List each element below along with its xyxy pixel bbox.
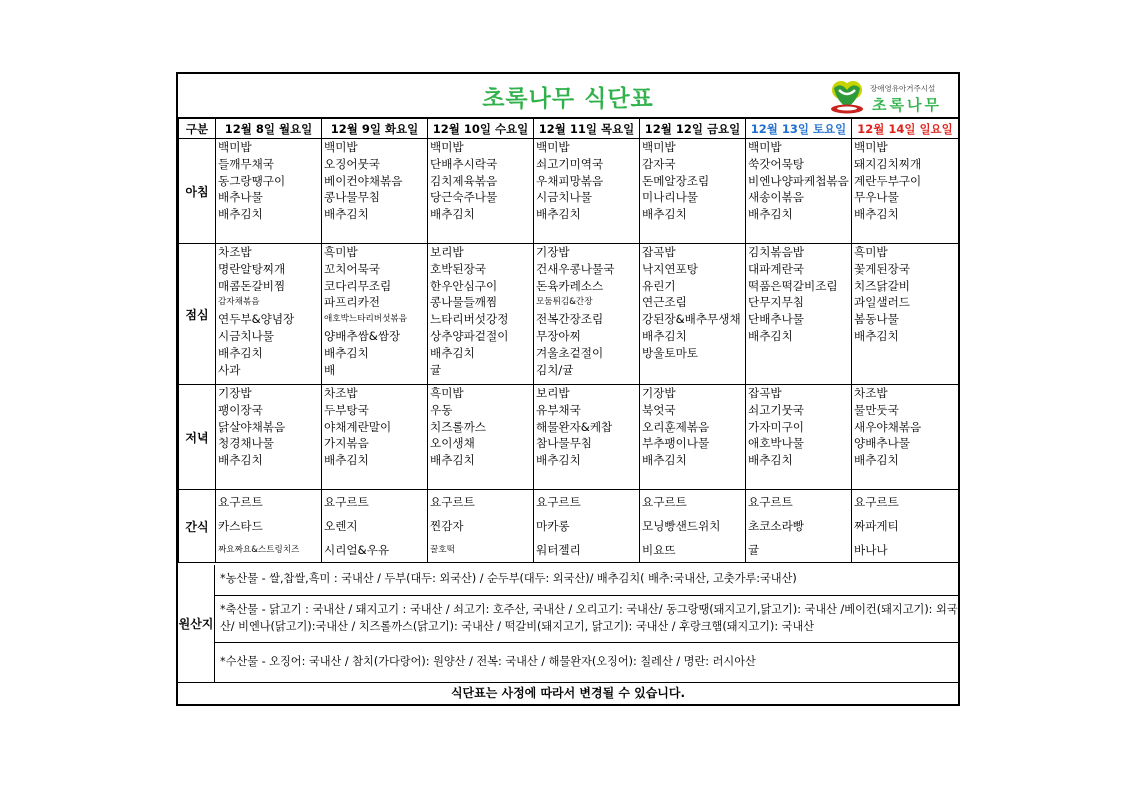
menu-cell [534,244,640,385]
menu-item: 배추김치 [748,207,793,222]
menu-item: 강된장&배추무생채 [642,312,741,327]
menu-item: 요구르트 [536,495,581,509]
menu-item: 백미밥 [642,140,676,154]
menu-cell [852,139,959,244]
tree-logo-icon [828,78,866,114]
menu-item: 새송이볶음 [748,190,804,205]
menu-cell [534,139,640,244]
menu-item: 백미밥 [854,140,888,154]
menu-item: 무우나물 [854,190,899,205]
menu-item: 떡품은떡갈비조림 [748,278,838,293]
menu-item: 배추김치 [430,345,475,360]
menu-item: 짜파게티 [854,519,899,533]
menu-item: 돈육카레소스 [536,278,604,293]
menu-item: 보리밥 [430,245,464,259]
menu-cell [534,385,640,490]
day-header: 12월 9일 화요일 [322,119,428,139]
menu-item: 계란두부구이 [854,173,922,188]
menu-item: 잡곡밥 [642,245,676,259]
menu-item: 오리훈제볶음 [642,419,710,434]
menu-item: 연근조림 [642,295,687,310]
menu-item: 차조밥 [324,386,358,400]
logo-subtitle: 장애영유아거주시설 [870,84,936,93]
menu-item: 코다리무조림 [324,278,392,293]
menu-item: 양배추나물 [854,436,910,451]
day-header: 12월 8일 월요일 [216,119,322,139]
day-header: 12월 10일 수요일 [428,119,534,139]
menu-cell [746,490,852,563]
menu-item: 유린기 [642,278,676,293]
menu-item: 호박된장국 [430,261,486,276]
menu-item: 배추김치 [748,328,793,343]
menu-item: 짜요짜요&스트링치즈 [218,545,300,555]
day-header: 12월 12일 금요일 [640,119,746,139]
menu-cell [852,490,959,563]
menu-item: 요구르트 [324,495,369,509]
menu-item: 비요뜨 [642,543,676,557]
footer-notice: 식단표는 사정에 따라서 변경될 수 있습니다. [178,682,958,704]
menu-item: 꽃게된장국 [854,261,910,276]
menu-item: 요구르트 [218,495,263,509]
meal-row [179,244,959,385]
menu-item: 양배추쌈&쌈장 [324,328,401,343]
menu-item: 오징어뭇국 [324,156,380,171]
origin-label: 원산지 [178,565,215,682]
menu-item: 애호박나물 [748,436,804,451]
menu-item: 백미밥 [218,140,252,154]
menu-item: 흑미밥 [854,245,888,259]
menu-item: 우동 [430,402,453,417]
day-header: 12월 14일 일요일 [852,119,959,139]
menu-cell [216,490,322,563]
menu-item: 콩나물들깨찜 [430,295,498,310]
menu-cell [640,139,746,244]
menu-item: 가지볶음 [324,436,369,451]
menu-item: 배추김치 [642,453,687,468]
menu-item: 치즈닭갈비 [854,278,910,293]
menu-item: 배추김치 [854,207,899,222]
menu-item: 차조밥 [854,386,888,400]
menu-item: 초코소라빵 [748,519,804,533]
meal-label: 점심 [179,244,216,385]
menu-cell [428,490,534,563]
menu-item: 쑥갓어묵탕 [748,156,804,171]
day-header: 12월 11일 목요일 [534,119,640,139]
menu-item: 참나물무침 [536,436,592,451]
menu-item: 두부탕국 [324,402,369,417]
menu-item: 무장아찌 [536,328,581,343]
meal-row [179,385,959,490]
menu-item: 배추김치 [536,453,581,468]
menu-item: 방울토마토 [642,345,698,360]
menu-item: 배추김치 [854,328,899,343]
menu-item: 동그랑땡구이 [218,173,286,188]
menu-item: 시금치나물 [536,190,592,205]
menu-item: 베이컨야채볶음 [324,173,403,188]
menu-item: 배추김치 [854,453,899,468]
meal-label: 저녁 [179,385,216,490]
menu-item: 모둠튀김&간장 [536,297,593,308]
menu-item: 요구르트 [748,495,793,509]
menu-item: 쇠고기뭇국 [748,402,804,417]
menu-item: 배추김치 [218,345,263,360]
menu-item: 기장밥 [536,245,570,259]
menu-item: 치즈롤까스 [430,419,486,434]
menu-item: 꼬치어묵국 [324,261,380,276]
menu-item: 단배추나물 [748,312,804,327]
menu-item: 새우야채볶음 [854,419,922,434]
menu-cell [746,244,852,385]
menu-cell [322,244,428,385]
menu-item: 요구르트 [430,495,475,509]
header-row [179,119,959,139]
menu-item: 명란알탕찌개 [218,261,286,276]
menu-cell [428,244,534,385]
menu-item: 김치제육볶음 [430,173,498,188]
menu-item: 바나나 [854,543,888,557]
menu-item: 요구르트 [642,495,687,509]
menu-cell [852,385,959,490]
menu-item: 모닝빵샌드위치 [642,519,721,533]
menu-item: 단무지무침 [748,295,804,310]
menu-item: 콩나물무침 [324,190,380,205]
menu-item: 배추김치 [218,207,263,222]
origin-livestock: *축산물 - 닭고기 : 국내산 / 돼지고기 : 국내산 / 쇠고기: 호주산, 국내산 / 오리고기: 국내산/ 동그랑땡(돼지고기,닭고기): 국내산 /베이컨(돼지고기): 외국산/ 비엔나(닭고기):국내산 / 치즈롤까스(닭고기): 국내산 / 떡갈비(돼지고기, 닭고기): 국내산 / 후랑크햄(돼지고기): 국내산 [215,596,958,643]
menu-item: 청경채나물 [218,436,274,451]
menu-item: 비엔나양파케첩볶음 [748,173,849,188]
menu-item: 느타리버섯강정 [430,312,509,327]
menu-item: 전복간장조림 [536,312,604,327]
menu-item: 배추김치 [324,345,369,360]
menu-item: 과일샐러드 [854,295,910,310]
menu-item: 가자미구이 [748,419,804,434]
menu-item: 야채계란말이 [324,419,392,434]
menu-item: 흑미밥 [430,386,464,400]
menu-cell [640,385,746,490]
menu-item: 감자국 [642,156,676,171]
page-title: 초록나무 식단표 [482,86,654,112]
menu-item: 유부채국 [536,402,581,417]
meal-label: 간식 [179,490,216,563]
menu-item: 연두부&양념장 [218,312,295,327]
menu-item: 잡곡밥 [748,386,782,400]
menu-item: 백미밥 [536,140,570,154]
menu-item: 감자채볶음 [218,297,260,308]
menu-item: 건새우콩나물국 [536,261,615,276]
menu-item: 흑미밥 [324,245,358,259]
menu-item: 봄동나물 [854,312,899,327]
menu-item: 보리밥 [536,386,570,400]
menu-item: 배추김치 [536,207,581,222]
menu-item: 들깨무채국 [218,156,274,171]
menu-item: 미나리나물 [642,190,698,205]
menu-item: 카스타드 [218,519,263,533]
menu-item: 대파계란국 [748,261,804,276]
menu-item: 배추김치 [324,207,369,222]
menu-item: 매콤돈갈비찜 [218,278,286,293]
menu-item: 배추나물 [218,190,263,205]
meal-row [179,139,959,244]
menu-item: 배추김치 [324,453,369,468]
menu-item: 당근숙주나물 [430,190,498,205]
menu-item: 시금치나물 [218,328,274,343]
menu-cell [428,385,534,490]
menu-item: 북엇국 [642,402,676,417]
menu-item: 기장밥 [642,386,676,400]
menu-cell [428,139,534,244]
menu-item: 배추김치 [430,453,475,468]
menu-item: 단배추시락국 [430,156,498,171]
menu-cell [322,490,428,563]
menu-item: 닭살야채볶음 [218,419,286,434]
menu-item: 귤 [430,362,442,377]
menu-item: 오렌지 [324,519,358,533]
menu-item: 상추양파겉절이 [430,328,509,343]
menu-sheet [176,72,960,706]
meal-row [179,490,959,563]
menu-item: 백미밥 [324,140,358,154]
menu-item: 백미밥 [430,140,464,154]
day-header: 12월 13일 토요일 [746,119,852,139]
category-header: 구분 [179,119,216,139]
logo-name: 초록나무 [872,96,942,114]
menu-cell [322,385,428,490]
menu-item: 팽이장국 [218,402,263,417]
menu-item: 배추김치 [642,207,687,222]
menu-item: 사과 [218,362,241,377]
menu-item: 차조밥 [218,245,252,259]
menu-item: 파프리카전 [324,295,380,310]
menu-cell [216,244,322,385]
menu-item: 해물완자&케찹 [536,419,613,434]
menu-item: 배추김치 [642,328,687,343]
menu-item: 워터젤리 [536,543,581,557]
menu-item: 귤 [748,543,760,557]
menu-cell [640,490,746,563]
menu-item: 백미밥 [748,140,782,154]
menu-cell [640,244,746,385]
menu-cell [534,490,640,563]
menu-item: 마카롱 [536,519,570,533]
title-row [178,74,958,118]
menu-item: 찐감자 [430,519,464,533]
menu-item: 겨울초겉절이 [536,345,604,360]
menu-cell [322,139,428,244]
menu-cell [216,385,322,490]
menu-item: 낙지연포탕 [642,261,698,276]
menu-item: 배추김치 [430,207,475,222]
menu-item: 시리얼&우유 [324,543,390,557]
origin-agricultural: *농산물 - 쌀,찹쌀,흑미 : 국내산 / 두부(대두: 외국산) / 순두부(대두: 외국산)/ 배추김치( 배추:국내산, 고춧가루:국내산) [215,565,958,596]
logo [828,78,952,114]
menu-item: 기장밥 [218,386,252,400]
menu-item: 돼지김치찌개 [854,156,922,171]
menu-item: 물만둣국 [854,402,899,417]
meal-label: 아침 [179,139,216,244]
menu-item: 김치볶음밥 [748,245,804,259]
menu-item: 요구르트 [854,495,899,509]
menu-cell [216,139,322,244]
menu-item: 돈메알장조림 [642,173,710,188]
menu-item: 오이생채 [430,436,475,451]
menu-cell [746,385,852,490]
menu-table [178,118,959,563]
menu-item: 김치/귤 [536,362,574,377]
menu-item: 한우안심구이 [430,278,498,293]
menu-item: 애호박느타리버섯볶음 [324,314,408,325]
menu-cell [852,244,959,385]
menu-item: 부추팽이나물 [642,436,710,451]
menu-item: 우채피망볶음 [536,173,604,188]
menu-item: 배추김치 [748,453,793,468]
menu-item: 배추김치 [218,453,263,468]
menu-item: 배 [324,362,336,377]
menu-cell [746,139,852,244]
origin-seafood: *수산물 - 오징어: 국내산 / 참치(가다랑어): 원양산 / 전복: 국내산 / 해물완자(오징어): 칠레산 / 명란: 러시아산 [220,655,756,668]
menu-item: 쇠고기미역국 [536,156,604,171]
menu-item: 꿀호떡 [430,545,455,555]
origin-section [178,565,958,682]
